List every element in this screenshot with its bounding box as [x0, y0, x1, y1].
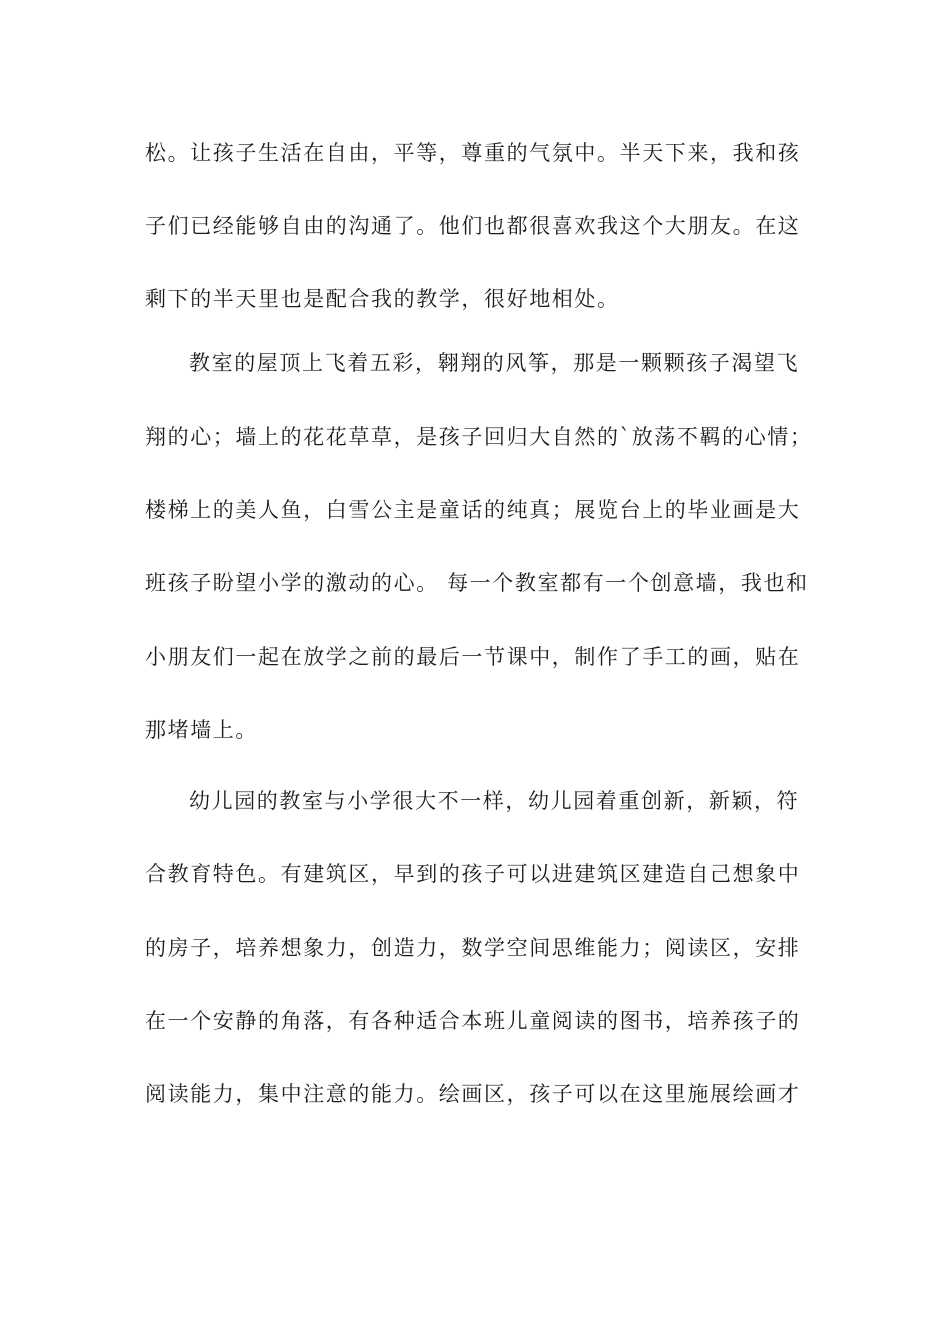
paragraph-2-line-1: 教室的屋顶上飞着五彩，翱翔的风筝，那是一颗颗孩子渴望飞	[189, 351, 800, 375]
paragraph-2-line-6: 那堵墙上。	[145, 718, 258, 742]
paragraph-2-line-3: 楼梯上的美人鱼，白雪公主是童话的纯真；展览台上的毕业画是大	[145, 498, 801, 522]
paragraph-3-line-5: 阅读能力，集中注意的能力。绘画区，孩子可以在这里施展绘画才	[145, 1082, 801, 1106]
paragraph-3-line-2: 合教育特色。有建筑区，早到的孩子可以进建筑区建造自己想象中	[145, 862, 801, 886]
paragraph-3-line-4: 在一个安静的角落，有各种适合本班儿童阅读的图书，培养孩子的	[145, 1009, 801, 1033]
paragraph-2-line-4: 班孩子盼望小学的激动的心。 每一个教室都有一个创意墙，我也和	[145, 571, 809, 595]
paragraph-2-line-5: 小朋友们一起在放学之前的最后一节课中，制作了手工的画，贴在	[145, 645, 801, 669]
paragraph-1-line-2: 子们已经能够自由的沟通了。他们也都很喜欢我这个大朋友。在这	[145, 214, 801, 238]
paragraph-3-line-1: 幼儿园的教室与小学很大不一样，幼儿园着重创新，新颖，符	[189, 789, 800, 813]
paragraph-2-line-2: 翔的心；墙上的花花草草，是孩子回归大自然的`放荡不羁的心情；	[145, 425, 813, 449]
paragraph-1-line-1: 松。让孩子生活在自由，平等，尊重的气氛中。半天下来，我和孩	[145, 141, 801, 165]
paragraph-3-line-3: 的房子，培养想象力，创造力，数学空间思维能力；阅读区，安排	[145, 936, 801, 960]
paragraph-1-line-3: 剩下的半天里也是配合我的教学，很好地相处。	[145, 287, 620, 311]
